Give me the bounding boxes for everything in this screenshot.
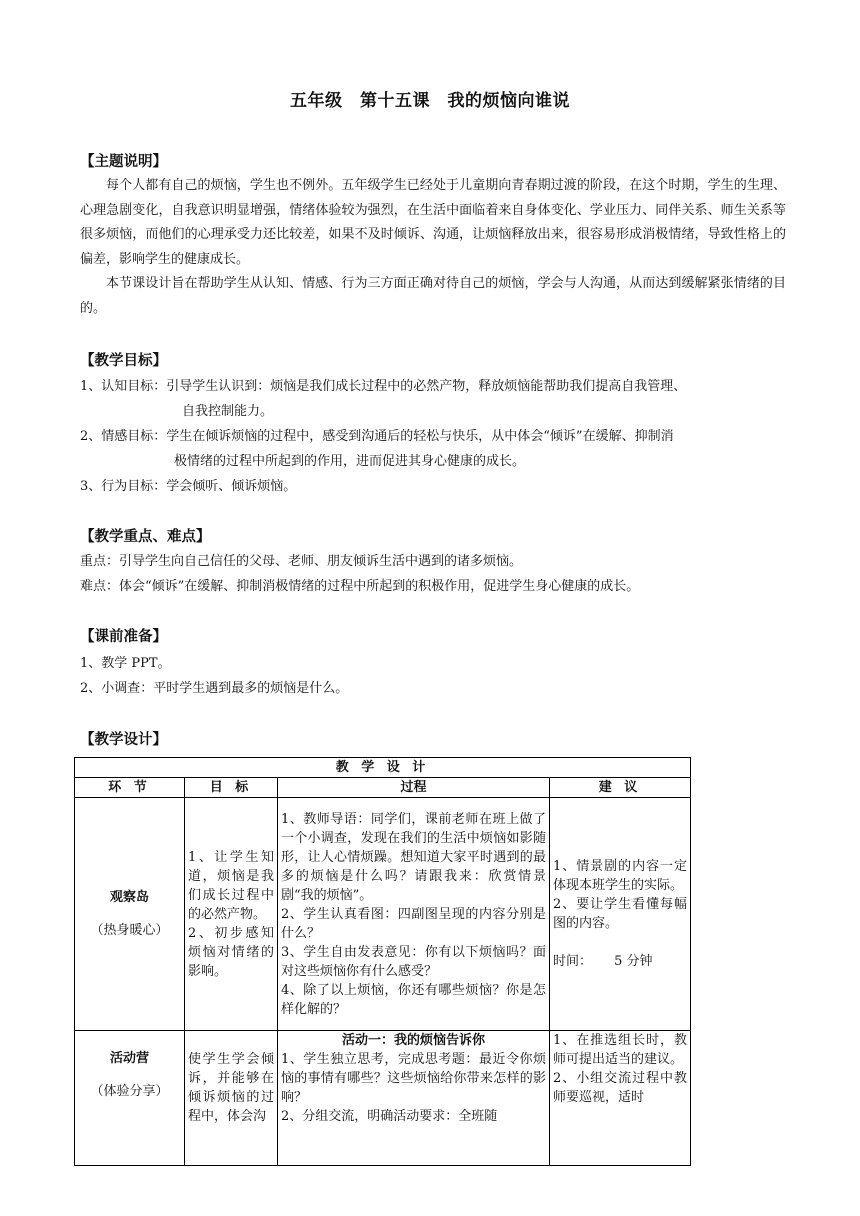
- advice-text: 1、情景剧的内容一定体现本班学生的实际。 2、要让学生看懂每幅图的内容。: [553, 859, 688, 931]
- theme-heading: 【主题说明】: [80, 154, 167, 170]
- process-cell: [278, 1031, 550, 1166]
- activity-title: 活动一：我的烦恼告诉你: [341, 1033, 485, 1048]
- goal-emotional-cont: 极情绪的过程中所起到的作用，进而促进其身心健康的成长。: [174, 454, 526, 469]
- time-allotment: [553, 952, 687, 971]
- teaching-design-table: [74, 757, 691, 1166]
- prep-item-2: 2、小调查：平时学生遇到最多的烦恼是什么。: [80, 681, 349, 696]
- process-text: 1、学生独立思考，完成思考题：最近令你烦恼的事情有哪些？这些烦恼给你带来怎样的影响？ 2、分组交流，明确活动要求：全班随: [281, 1052, 546, 1124]
- time-label: 时间：: [553, 954, 593, 969]
- stage-subtitle: （热身暖心）: [90, 923, 169, 938]
- theme-paragraph-2: 本节课设计旨在帮助学生从认知、情感、行为三方面正确对待自己的烦恼，学会与人沟通，从而达到缓解紧张情绪的目的。: [80, 276, 786, 316]
- key-point: 重点：引导学生向自己信任的父母、老师、朋友倾诉生活中遇到的诸多烦恼。: [80, 554, 523, 569]
- goals-heading: 【教学目标】: [80, 353, 167, 369]
- goal-cell: [185, 1031, 278, 1166]
- goal-behavior: 3、行为目标：学会倾听、倾诉烦恼。: [80, 479, 297, 494]
- col-header-process: 过程: [278, 778, 550, 798]
- stage-name: 活动营: [109, 1051, 149, 1066]
- process-cell: 1、教师导语：同学们，课前老师在班上做了一个小调查，发现在我们的生活中烦恼如影随形，让人心情烦躁。想知道大家平时遇到的最多的烦恼是什么吗？请跟我来：欣赏情景剧“我的烦恼”。 2、学生认真看图：四副图呈现的内容分别是什么？ 3、学生自由发表意见：你有以下烦恼吗？面对这些烦恼你有什么感受？ 4、除了以上烦恼，你还有哪些烦恼？你是怎样化解的？: [278, 798, 550, 1031]
- col-header-stage: 环 节: [75, 778, 185, 798]
- col-header-goal: 目 标: [185, 778, 278, 798]
- table-row: [75, 1031, 691, 1166]
- stage-subtitle: （体验分享）: [90, 1084, 169, 1099]
- time-value: 5 分钟: [614, 954, 653, 969]
- goal-text: 使学生学会倾诉，并能够在倾诉烦恼的过程中，体会沟: [188, 1052, 274, 1124]
- col-header-advice: 建 议: [550, 778, 691, 798]
- table-row: [75, 798, 691, 1031]
- page-title: 五年级 第十五课 我的烦恼向谁说: [290, 91, 570, 111]
- goal-cognitive-cont: 自我控制能力。: [182, 404, 274, 419]
- difficult-point: 难点：体会“倾诉”在缓解、抑制消极情绪的过程中所起到的积极作用，促进学生身心健康的成长。: [80, 579, 640, 594]
- stage-cell: [75, 798, 185, 1031]
- table-title: 教 学 设 计: [75, 758, 691, 778]
- stage-name: 观察岛: [109, 890, 149, 905]
- prep-item-1: 1、教学 PPT。: [80, 656, 171, 671]
- advice-cell: [550, 1031, 691, 1166]
- advice-cell: [550, 798, 691, 1031]
- goal-cell: 1、让学生知道，烦恼是我们成长过程中的必然产物。 2、初步感知烦恼对情绪的影响。: [185, 798, 278, 1031]
- design-heading: 【教学设计】: [80, 732, 167, 748]
- theme-paragraph-1: 每个人都有自己的烦恼，学生也不例外。五年级学生已经处于儿童期向青春期过渡的阶段，在这个时期，学生的生理、心理急剧变化，自我意识明显增强，情绪体验较为强烈，在生活中面临着来自身体变化、学业压力、同伴关系、师生关系等很多烦恼，而他们的心理承受力还比较差，如果不及时倾诉、沟通，让烦恼释放出来，很容易形成消极情绪，导致性格上的偏差，影响学生的健康成长。: [80, 178, 786, 267]
- stage-cell: [75, 1031, 185, 1166]
- goal-cognitive: 1、认知目标：引导学生认识到：烦恼是我们成长过程中的必然产物，释放烦恼能帮助我们提高自我管理、: [80, 379, 687, 394]
- prep-heading: 【课前准备】: [80, 629, 167, 645]
- keypoints-heading: 【教学重点、难点】: [80, 529, 211, 545]
- advice-text: 1、在推选组长时，教师可提出适当的建议。 2、小组交流过程中教师要巡视，适时: [553, 1033, 688, 1105]
- goal-emotional: 2、情感目标：学生在倾诉烦恼的过程中，感受到沟通后的轻松与快乐，从中体会“倾诉”在缓解、抑制消: [80, 429, 674, 444]
